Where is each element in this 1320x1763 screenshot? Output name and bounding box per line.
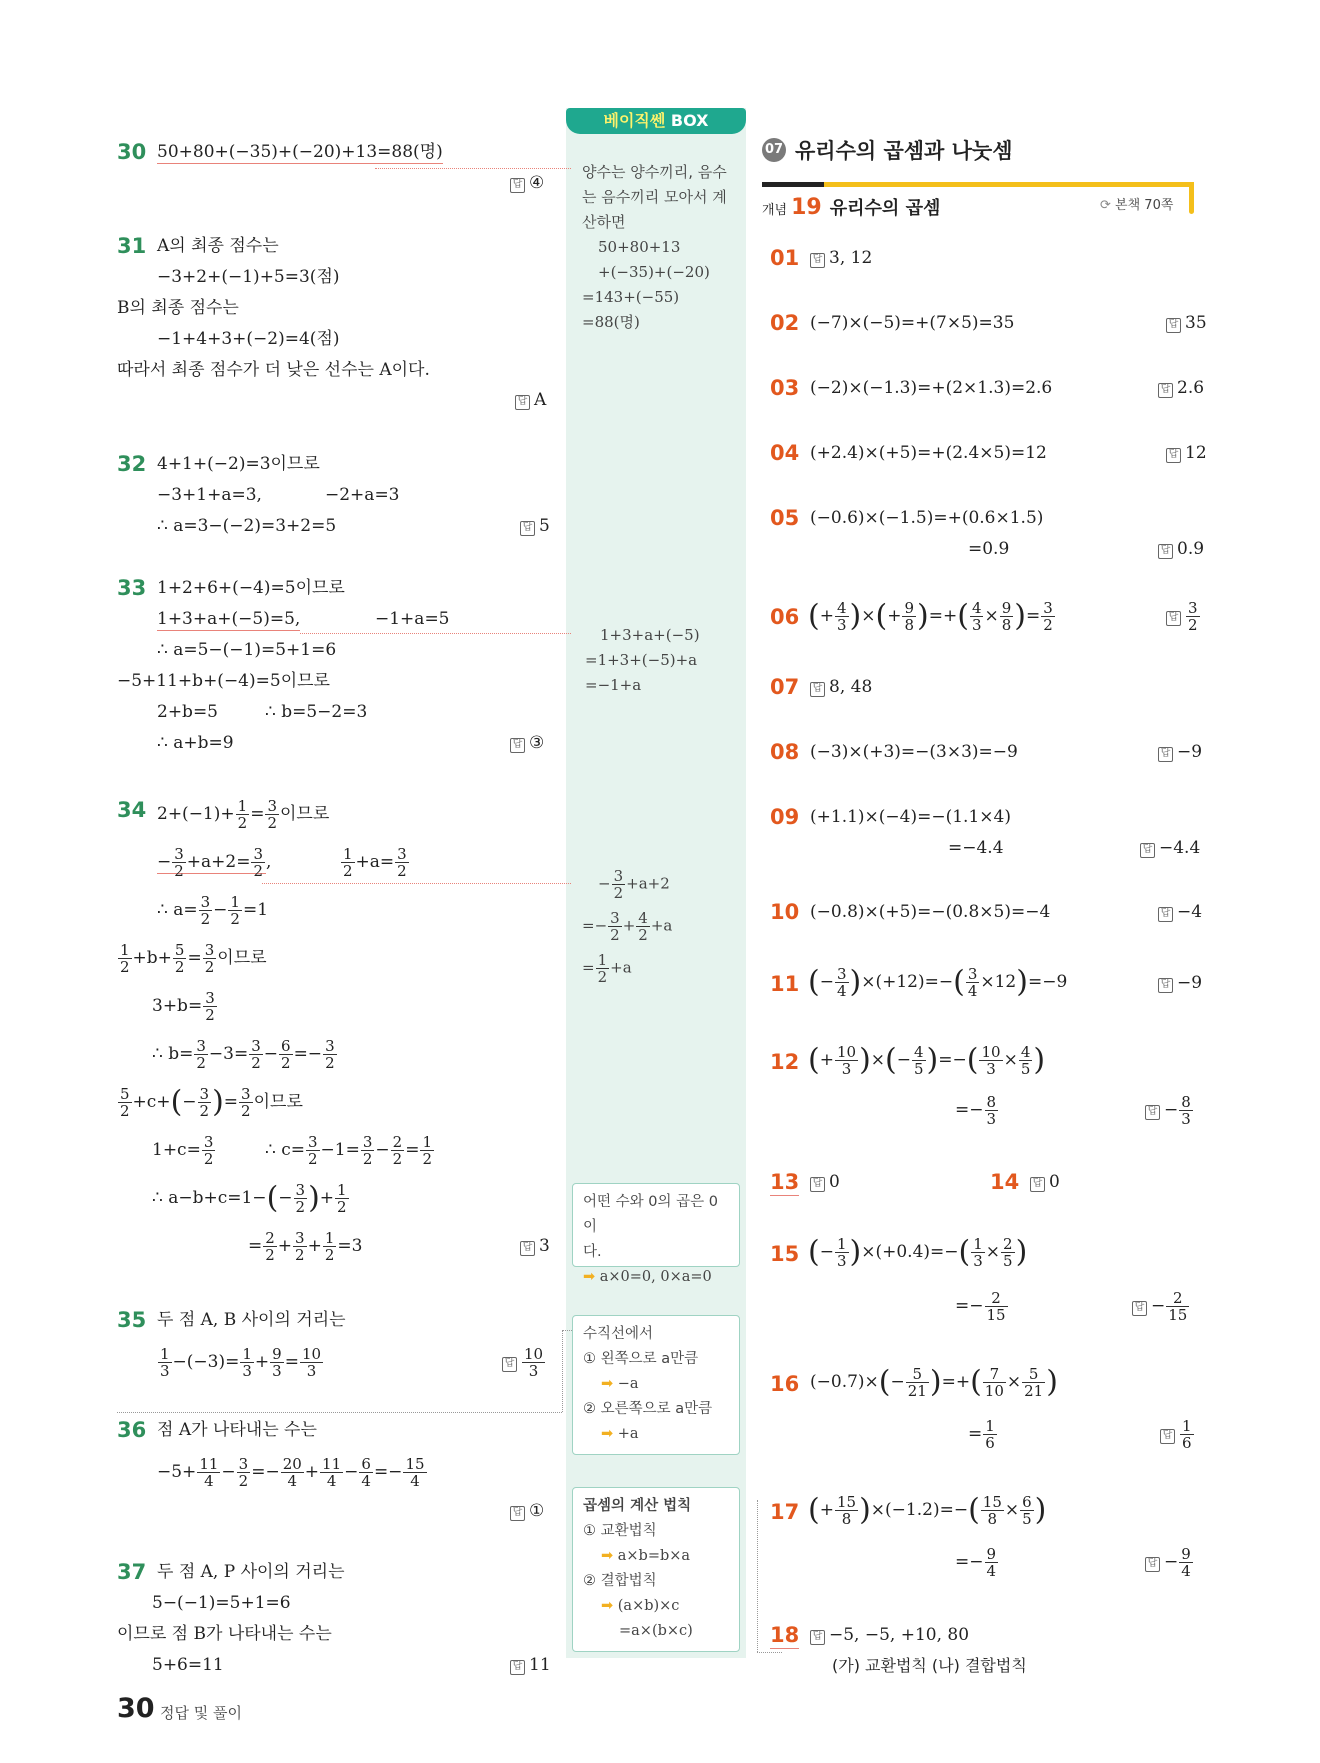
problem-34-line9: ∴ a−b+c=1−(− $\frac{3}{2}$ )+ $\frac{1}{2}$ bbox=[152, 1180, 347, 1216]
r15-line: (− $\frac{1}{3}$ )×(+0.4)=−( $\frac{1}{3}$ × $\frac{2}{5}$ ) bbox=[808, 1234, 1028, 1270]
connector-18-v bbox=[757, 1500, 758, 1652]
connector-36-v bbox=[562, 1330, 563, 1412]
r13-number: 13 bbox=[770, 1170, 800, 1194]
r06-answer: 답 $\frac{3}{2}$ bbox=[1166, 600, 1201, 633]
section-title: 유리수의 곱셈과 나눗셈 bbox=[795, 139, 1013, 163]
r12-number: 12 bbox=[770, 1050, 800, 1074]
section-badge: 07 bbox=[762, 138, 786, 162]
tip33-line1: 1+3+a+(−5) bbox=[600, 626, 700, 644]
problem-34-line10: = $\frac{2}{2}$ + $\frac{3}{2}$ + $\frac{1}{2}$ =3 bbox=[248, 1229, 363, 1264]
r11-line: (− $\frac{3}{4}$ )×(+12)=−( $\frac{3}{4}$ ×12)=−9 bbox=[808, 964, 1068, 1000]
problem-34-line2b: $\frac{1}{2}$ +a= $\frac{3}{2}$ bbox=[343, 845, 407, 880]
textbook-reference: ⟳ 본책 70쪽 bbox=[1100, 198, 1174, 213]
r15-number: 15 bbox=[770, 1242, 800, 1266]
problem-33-line2: 1+3+a+(−5)=5, bbox=[157, 609, 301, 629]
r15-line2: =− $\frac{2}{15}$ bbox=[955, 1289, 1006, 1324]
problem-32-line3: ∴ a=3−(−2)=3+2=5 bbox=[157, 516, 337, 536]
tip1-line1: 양수는 양수끼리, 음수 bbox=[582, 163, 727, 181]
problem-34-line4: $\frac{1}{2}$ +b+ $\frac{5}{2}$ = $\frac{3}{2}$ 이므로 bbox=[120, 941, 267, 976]
basic-box-title-b: BOX bbox=[670, 111, 709, 130]
r14-number: 14 bbox=[990, 1170, 1020, 1194]
page-number: 30 bbox=[117, 1693, 155, 1724]
zero-product-box: 어떤 수와 0의 곱은 0이 다. ➡ a×0=0, 0×a=0 bbox=[572, 1183, 740, 1267]
r09-line2: =−4.4 bbox=[948, 838, 1004, 858]
tip1-calc3: =143+(−55) bbox=[582, 288, 680, 306]
r05-line2: =0.9 bbox=[968, 539, 1010, 559]
r01-number: 01 bbox=[770, 246, 800, 270]
connector-36 bbox=[117, 1412, 562, 1413]
multiplication-law-box: 곱셈의 계산 법칙 ① 교환법칙 ➡ a×b=b×a ② 결합법칙 ➡ (a×b)×c =a×(b×c) bbox=[572, 1487, 740, 1652]
tip1-calc2: +(−35)+(−20) bbox=[598, 263, 710, 281]
problem-34-line5: 3+b= $\frac{3}{2}$ bbox=[152, 989, 215, 1024]
r08-answer: 답 −9 bbox=[1158, 741, 1202, 763]
problem-33-line2b: −1+a=5 bbox=[375, 609, 450, 629]
r18-number: 18 bbox=[770, 1623, 800, 1647]
problem-30-number: 30 bbox=[117, 140, 147, 164]
r12-line2: =− $\frac{8}{3}$ bbox=[955, 1093, 997, 1128]
connector-33 bbox=[300, 633, 571, 634]
r05-number: 05 bbox=[770, 506, 800, 530]
problem-32-line2b: −2+a=3 bbox=[325, 485, 400, 505]
problem-35-answer: 답 $\frac{10}{3}$ bbox=[502, 1346, 546, 1379]
problem-33-line5: 2+b=5 bbox=[157, 702, 219, 722]
r09-number: 09 bbox=[770, 805, 800, 829]
problem-36-line1: 점 A가 나타내는 수는 bbox=[157, 1420, 317, 1440]
problem-37-line4: 5+6=11 bbox=[152, 1655, 224, 1675]
problem-32-number: 32 bbox=[117, 452, 147, 476]
section-bar-yellow bbox=[824, 182, 1194, 187]
problem-34-line8: 1+c= $\frac{3}{2}$ bbox=[152, 1133, 214, 1168]
problem-33-line4: −5+11+b+(−4)=5이므로 bbox=[117, 671, 330, 691]
section-bar-dark bbox=[762, 182, 824, 187]
problem-34-line7: $\frac{5}{2}$ +c+(− $\frac{3}{2}$ )= $\frac{3}{2}$ 이므로 bbox=[120, 1084, 303, 1120]
tip34-line3: = $\frac{1}{2}$ +a bbox=[582, 951, 632, 986]
footer-label: 정답 및 풀이 bbox=[160, 1704, 242, 1722]
tip34-line2: =− $\frac{3}{2}$ + $\frac{4}{2}$ +a bbox=[582, 909, 673, 944]
r16-answer: 답 $\frac{1}{6}$ bbox=[1160, 1418, 1195, 1451]
r01-answer: 답 3, 12 bbox=[810, 247, 872, 269]
r16-line: (−0.7)×(− $\frac{5}{21}$ )=+( $\frac{7}{10}$ × $\frac{5}{21}$ ) bbox=[810, 1364, 1058, 1400]
r10-number: 10 bbox=[770, 900, 800, 924]
r17-number: 17 bbox=[770, 1500, 800, 1524]
problem-37-line1: 두 점 A, P 사이의 거리는 bbox=[157, 1562, 345, 1582]
r06-number: 06 bbox=[770, 605, 800, 629]
problem-35-line1: 두 점 A, B 사이의 거리는 bbox=[157, 1310, 346, 1330]
problem-32-answer: 답 5 bbox=[520, 515, 550, 537]
problem-36-answer: 답 ① bbox=[510, 1500, 544, 1522]
problem-34-number: 34 bbox=[117, 798, 147, 822]
r03-answer: 답 2.6 bbox=[1158, 377, 1204, 399]
number-line-box: 수직선에서 ① 왼쪽으로 a만큼 ➡ −a ② 오른쪽으로 a만큼 ➡ +a bbox=[572, 1315, 740, 1455]
section-bar-yellow-end bbox=[1189, 182, 1194, 214]
problem-37-line3: 이므로 점 B가 나타내는 수는 bbox=[117, 1624, 332, 1644]
problem-33-line1: 1+2+6+(−4)=5이므로 bbox=[157, 578, 345, 598]
problem-33-number: 33 bbox=[117, 576, 147, 600]
r17-answer: 답 − $\frac{9}{4}$ bbox=[1145, 1546, 1194, 1579]
r16-line2: = $\frac{1}{6}$ bbox=[968, 1417, 995, 1452]
basic-box-header bbox=[566, 108, 746, 134]
r03-line: (−2)×(−1.3)=+(2×1.3)=2.6 bbox=[810, 378, 1053, 398]
connector-18-h bbox=[757, 1652, 782, 1653]
tip33-line3: =−1+a bbox=[585, 676, 642, 694]
r03-number: 03 bbox=[770, 376, 800, 400]
problem-34-line6: ∴ b= $\frac{3}{2}$ −3= $\frac{3}{2}$ − $\frac{6}{2}$ =− $\frac{3}{2}$ bbox=[152, 1037, 335, 1072]
problem-37-line2: 5−(−1)=5+1=6 bbox=[152, 1593, 291, 1613]
r11-answer: 답 −9 bbox=[1158, 972, 1202, 994]
r12-answer: 답 − $\frac{8}{3}$ bbox=[1145, 1094, 1194, 1127]
tip34-line1: − $\frac{3}{2}$ +a+2 bbox=[598, 867, 670, 902]
problem-35-line2: $\frac{1}{3}$ −(−3)= $\frac{1}{3}$ + $\frac{9}{3}$ = $\frac{10}{3}$ bbox=[160, 1345, 322, 1380]
problem-34-answer: 답 3 bbox=[520, 1235, 550, 1257]
connector-34 bbox=[262, 883, 571, 884]
problem-31-answer: 답 A bbox=[515, 389, 546, 411]
r17-line: (+ $\frac{15}{8}$ )×(−1.2)=−( $\frac{15}{8}$ × $\frac{6}{5}$ ) bbox=[808, 1492, 1047, 1528]
problem-30-answer: 답 ④ bbox=[510, 172, 544, 194]
connector-36-h bbox=[562, 1330, 572, 1331]
r07-number: 07 bbox=[770, 675, 800, 699]
problem-37-answer: 답 11 bbox=[510, 1654, 551, 1676]
r09-line: (+1.1)×(−4)=−(1.1×4) bbox=[810, 807, 1011, 827]
r18-line2: (가) 교환법칙 (나) 결합법칙 bbox=[832, 1656, 1027, 1675]
problem-31-line3: B의 최종 점수는 bbox=[117, 298, 239, 318]
r10-line: (−0.8)×(+5)=−(0.8×5)=−4 bbox=[810, 902, 1051, 922]
problem-32-line2: −3+1+a=3, bbox=[157, 485, 262, 505]
problem-33-line3: ∴ a=5−(−1)=5+1=6 bbox=[157, 640, 337, 660]
r08-line: (−3)×(+3)=−(3×3)=−9 bbox=[810, 742, 1018, 762]
r06-line: (+ $\frac{4}{3}$ )×(+ $\frac{9}{8}$ )=+( $\frac{4}{3}$ × $\frac{9}{8}$ )= $\frac{3}{2}$ bbox=[808, 598, 1053, 634]
tip1-calc4: =88(명) bbox=[582, 313, 640, 331]
problem-33-line6: ∴ a+b=9 bbox=[157, 733, 234, 753]
r02-number: 02 bbox=[770, 311, 800, 335]
r16-number: 16 bbox=[770, 1372, 800, 1396]
r07-answer: 답 8, 48 bbox=[810, 676, 872, 698]
problem-31-line4: −1+4+3+(−2)=4(점) bbox=[157, 329, 340, 349]
r10-answer: 답 −4 bbox=[1158, 901, 1202, 923]
r12-line: (+ $\frac{10}{3}$ )×(− $\frac{4}{5}$ )=−( $\frac{10}{3}$ × $\frac{4}{5}$ ) bbox=[808, 1042, 1046, 1078]
r04-number: 04 bbox=[770, 441, 800, 465]
problem-30-line: 50+80+(−35)+(−20)+13=88(명) bbox=[157, 142, 443, 162]
problem-32-line1: 4+1+(−2)=3이므로 bbox=[157, 454, 320, 474]
problem-36-line2: −5+ $\frac{11}{4}$ − $\frac{3}{2}$ =− $\frac{20}{4}$ + $\frac{11}{4}$ − $\frac{6}{4}$ =− $\frac{15}{4}$ bbox=[157, 1455, 425, 1490]
problem-36-number: 36 bbox=[117, 1418, 147, 1442]
r17-line2: =− $\frac{9}{4}$ bbox=[955, 1545, 997, 1580]
r02-answer: 답 35 bbox=[1166, 312, 1207, 334]
r18-answer: 답 −5, −5, +10, 80 bbox=[810, 1624, 969, 1646]
tip1-line3: 산하면 bbox=[582, 213, 626, 231]
problem-31-line5: 따라서 최종 점수가 더 낮은 선수는 A이다. bbox=[117, 360, 430, 380]
problem-35-number: 35 bbox=[117, 1308, 147, 1332]
concept-header: 개념 19 유리수의 곱셈 bbox=[762, 195, 941, 220]
tip1-calc1: 50+80+13 bbox=[598, 238, 681, 256]
problem-34-line1: 2+(−1)+ $\frac{1}{2}$ = $\frac{3}{2}$ 이므로 bbox=[157, 797, 330, 832]
r05-line: (−0.6)×(−1.5)=+(0.6×1.5) bbox=[810, 508, 1044, 528]
r05-answer: 답 0.9 bbox=[1158, 538, 1204, 560]
problem-37-number: 37 bbox=[117, 1560, 147, 1584]
r04-line: (+2.4)×(+5)=+(2.4×5)=12 bbox=[810, 443, 1047, 463]
problem-34-line2: − $\frac{3}{2}$ +a+2= $\frac{3}{2}$ , bbox=[157, 845, 272, 880]
problem-33-answer: 답 ③ bbox=[510, 732, 544, 754]
problem-34-line8b: ∴ c= $\frac{3}{2}$ −1= $\frac{3}{2}$ − $\frac{2}{2}$ = $\frac{1}{2}$ bbox=[265, 1133, 432, 1168]
r09-answer: 답 −4.4 bbox=[1140, 837, 1200, 859]
r15-answer: 답 − $\frac{2}{15}$ bbox=[1132, 1290, 1190, 1323]
r08-number: 08 bbox=[770, 740, 800, 764]
r13-answer: 답 0 bbox=[810, 1171, 840, 1193]
problem-34-line3: ∴ a= $\frac{3}{2}$ − $\frac{1}{2}$ =1 bbox=[157, 893, 269, 928]
problem-33-line5b: ∴ b=5−2=3 bbox=[265, 702, 368, 722]
connector-30 bbox=[375, 168, 571, 169]
r04-answer: 답 12 bbox=[1166, 442, 1207, 464]
problem-31-line1: A의 최종 점수는 bbox=[157, 236, 279, 256]
tip33-line2: =1+3+(−5)+a bbox=[585, 651, 698, 669]
r14-answer: 답 0 bbox=[1030, 1171, 1060, 1193]
basic-box-title-a: 베이직쎈 bbox=[603, 111, 666, 130]
tip1-line2: 는 음수끼리 모아서 계 bbox=[582, 188, 727, 206]
r02-line: (−7)×(−5)=+(7×5)=35 bbox=[810, 313, 1015, 333]
problem-31-number: 31 bbox=[117, 234, 147, 258]
problem-31-line2: −3+2+(−1)+5=3(점) bbox=[157, 267, 340, 287]
r11-number: 11 bbox=[770, 972, 800, 996]
